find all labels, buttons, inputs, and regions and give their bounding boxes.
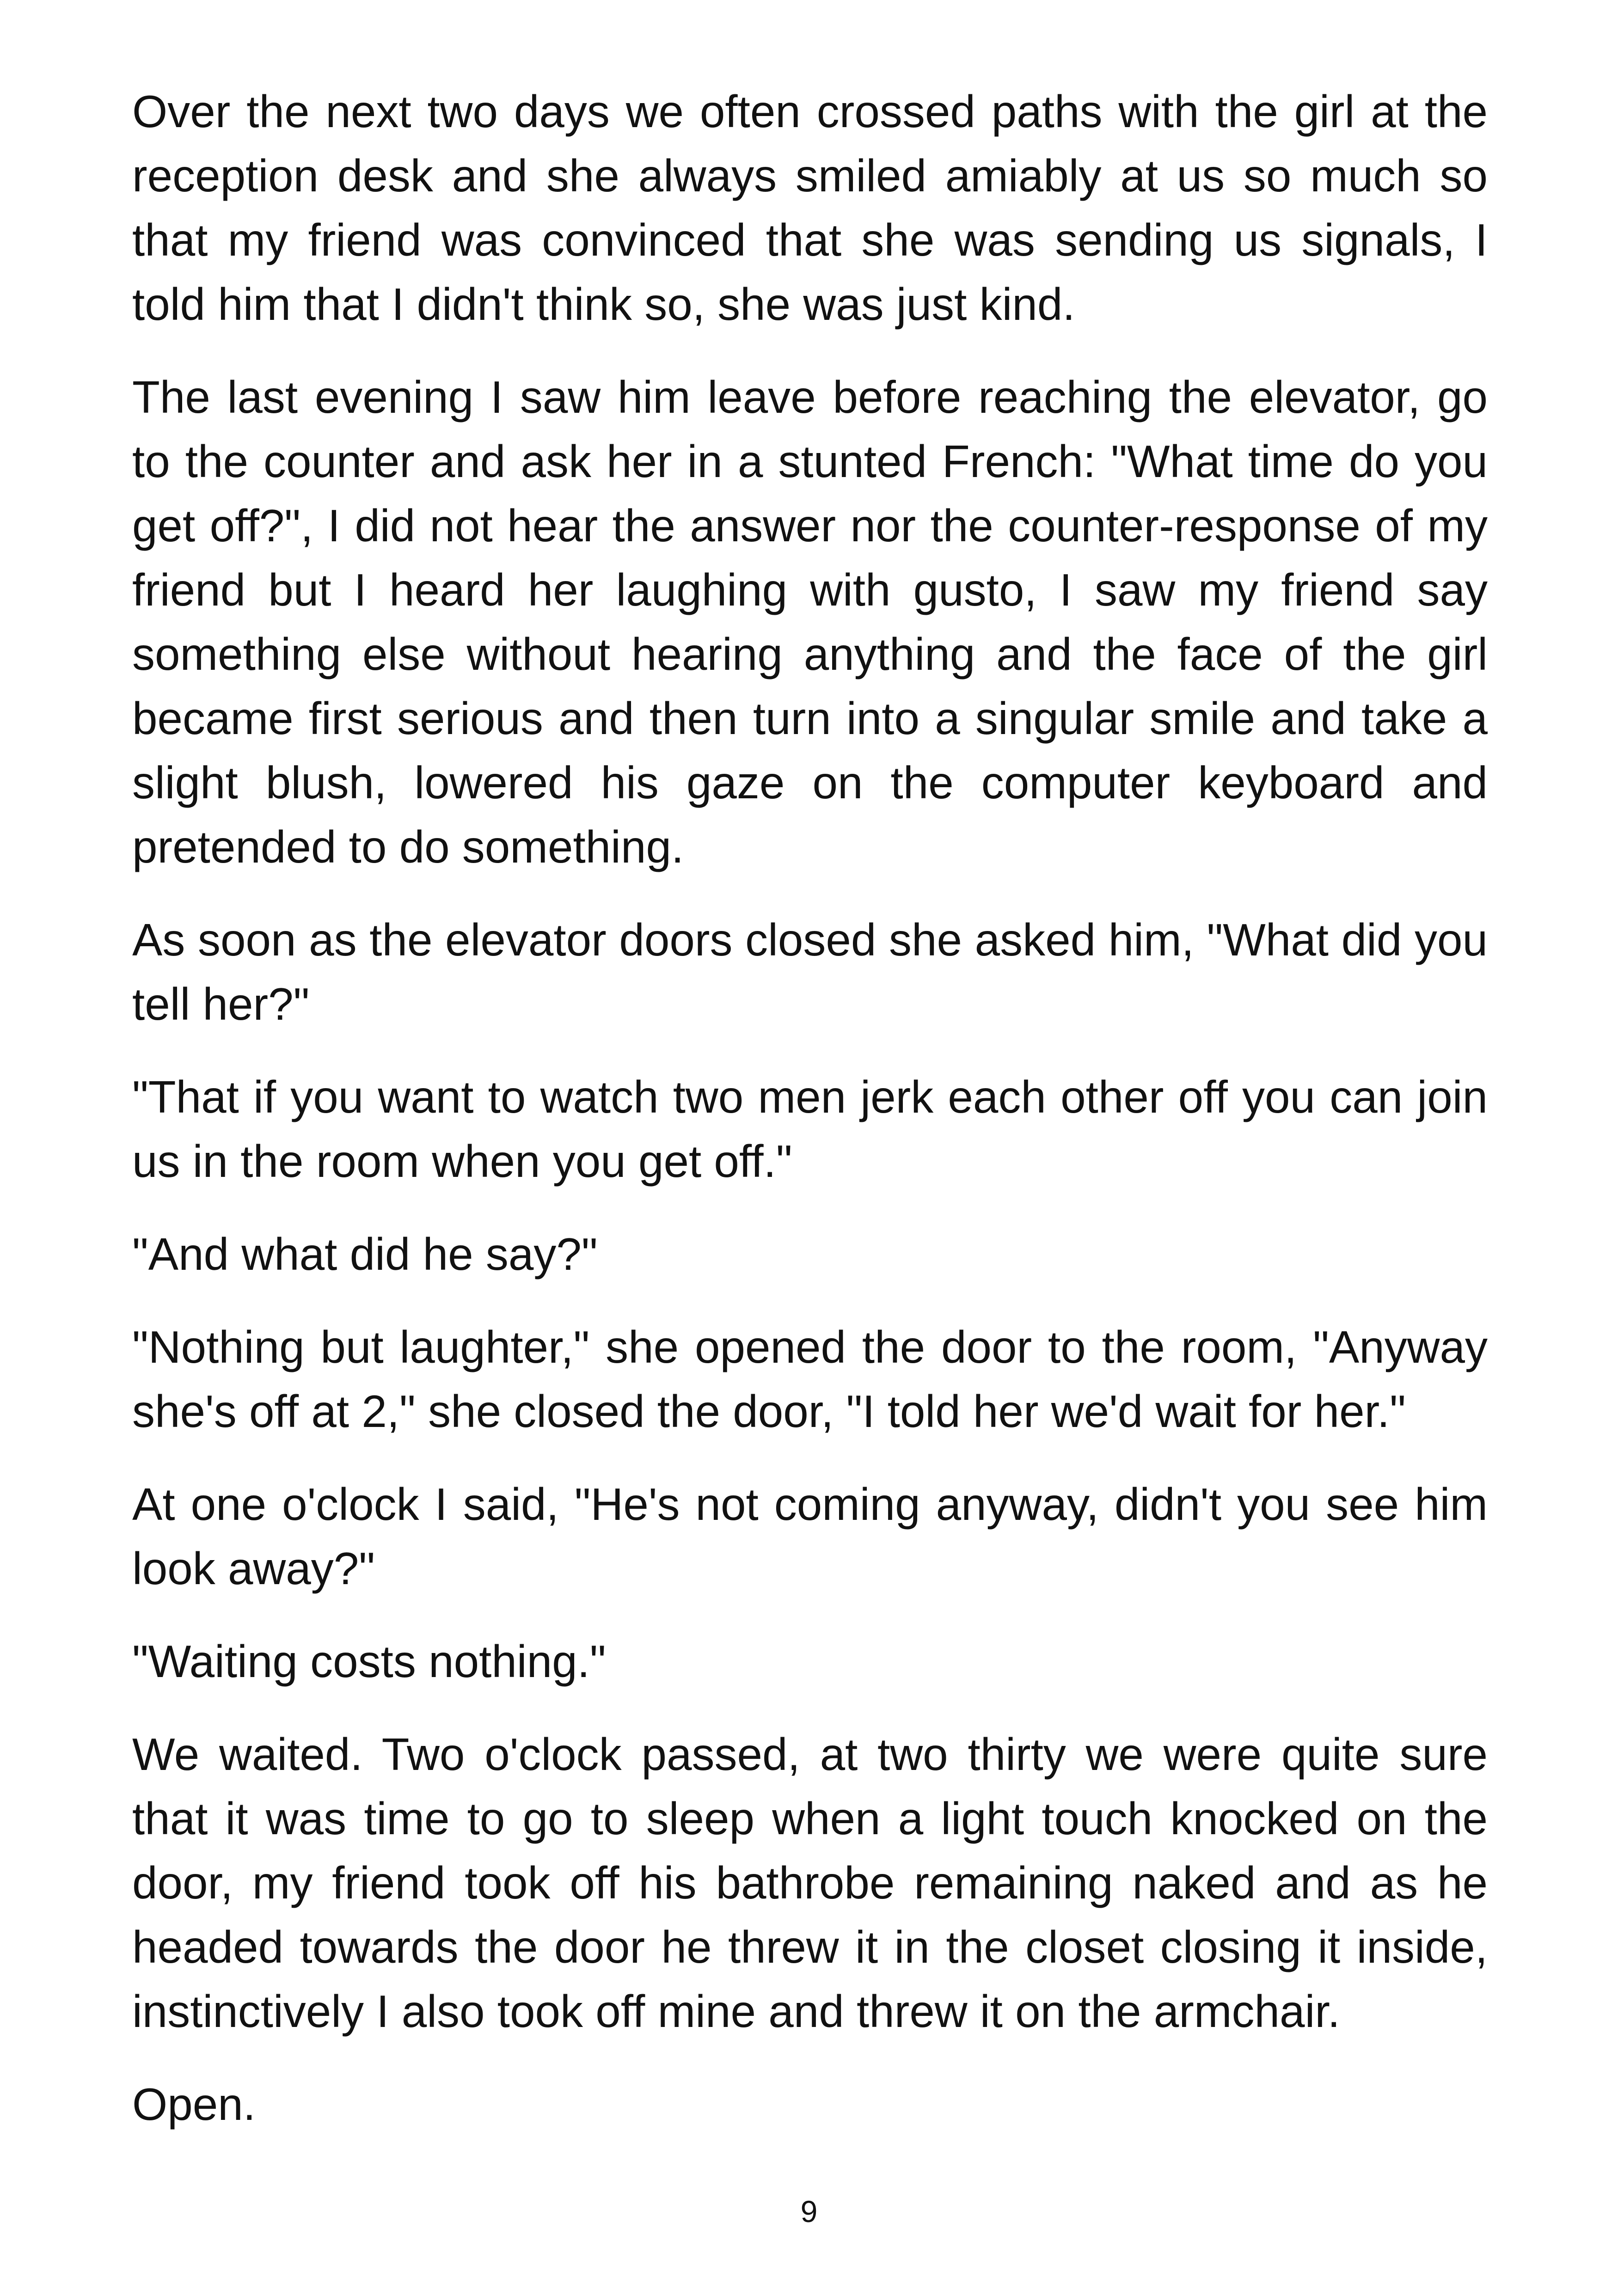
paragraph-4: "That if you want to watch two men jerk each other off you can join us in the room when you get off." xyxy=(132,1071,1488,1187)
paragraph-3: As soon as the elevator doors closed she asked him, "What did you tell her?" xyxy=(132,914,1488,1029)
paragraph-1: Over the next two days we often crossed paths with the girl at the reception desk and she always smiled amiably at us so much so that my friend was convinced that she was sending us signals, I told him that I didn't think so, she was just kind. xyxy=(132,86,1488,330)
paragraph-9: We waited. Two o'clock passed, at two thirty we were quite sure that it was time to go to sleep when a light touch knocked on the door, my friend took off his bathrobe remaining naked and as he headed towards the door he threw it in the closet closing it inside, instinctively I also took off mine and threw it on the armchair. xyxy=(132,1729,1488,2037)
page-number: 9 xyxy=(800,2194,818,2229)
paragraph-5: "And what did he say?" xyxy=(132,1229,598,1280)
paragraph-7: At one o'clock I said, "He's not coming anyway, didn't you see him look away?" xyxy=(132,1479,1488,1594)
paragraph-2: The last evening I saw him leave before reaching the elevator, go to the counter and ask her in a stunted French: "What time do you get off?", I did not hear the answer nor the counter-response of my friend but I heard her laughing with gusto, I saw my friend say something else without hearing anything and the face of the girl became first serious and then turn into a singular smile and take a slight blush, lowered his gaze on the computer keyboard and pretended to do something. xyxy=(132,372,1488,872)
body-text xyxy=(132,80,1488,2165)
paragraph-10: Open. xyxy=(132,2079,256,2130)
paragraph-6: "Nothing but laughter," she opened the door to the room, "Anyway she's off at 2," she closed the door, "I told her we'd wait for her." xyxy=(132,1322,1488,1437)
paragraph-8: "Waiting costs nothing." xyxy=(132,1636,606,1687)
